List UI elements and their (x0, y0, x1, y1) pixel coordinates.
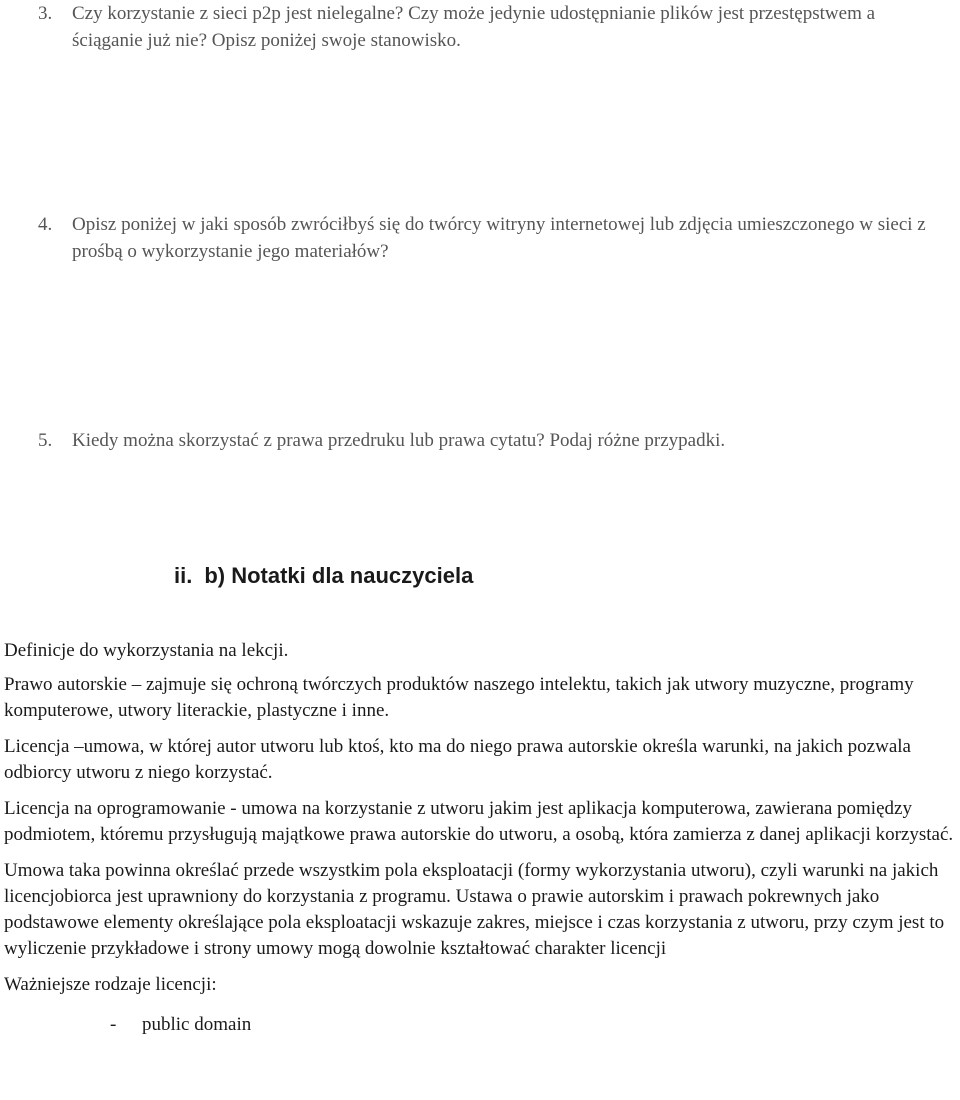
question-4 (0, 211, 930, 265)
list-item (4, 1012, 954, 1038)
section-title: b) Notatki dla nauczyciela (204, 563, 474, 588)
definition-license: Licencja –umowa, w której autor utworu lub ktoś, kto ma do niego prawa autorskie określa warunki, na jakich pozwala odbiorcy utworu z niego korzystać. (4, 736, 911, 783)
question-5 (0, 427, 930, 454)
definition-software-license: Licencja na oprogramowanie - umowa na korzystanie z utworu jakim jest aplikacja komputerowa, zawierana pomiędzy podmiotem, któremu przysługują majątkowe prawa autorskie do utworu, a osobą, która zamierza z danej aplikacji korzystać. (4, 798, 954, 845)
question-number: 5. (38, 430, 53, 451)
list-dash: - (110, 1014, 117, 1035)
question-text: Czy korzystanie z sieci p2p jest nielegalne? Czy może jedynie udostępnianie plików jest przestępstwem a ściąganie już nie? Opisz poniżej swoje stanowisko. (72, 3, 876, 51)
section-heading (174, 563, 473, 589)
definition-copyright: Prawo autorskie – zajmuje się ochroną twórczych produktów naszego intelektu, takich jak utwory muzyczne, programy komputerowe, utwory literackie, plastyczne i inne. (4, 674, 914, 721)
notes-intro: Definicje do wykorzystania na lekcji. (4, 640, 289, 661)
question-3 (0, 0, 930, 54)
exploitation-fields-paragraph: Umowa taka powinna określać przede wszystkim pola eksploatacji (formy wykorzystania utworu), czyli warunki na jakich licencjobiorca jest uprawniony do korzystania z programu. Ustawa o prawie autorskim i prawach pokrewnych jako podstawowe elementy określające pola eksploatacji wskazuje zakres, miejsce i czas korzystania z utworu, przy czym jest to wyliczenie przykładowe i strony umowy mogą dowolnie kształtować charakter licencji (4, 860, 945, 959)
question-number: 3. (38, 3, 53, 24)
question-number: 4. (38, 214, 53, 235)
question-text: Kiedy można skorzystać z prawa przedruku lub prawa cytatu? Podaj różne przypadki. (72, 430, 726, 451)
list-item-text: public domain (142, 1014, 252, 1035)
section-number: ii. (174, 563, 193, 588)
license-types-label: Ważniejsze rodzaje licencji: (4, 974, 217, 995)
question-text: Opisz poniżej w jaki sposób zwróciłbyś się do twórcy witryny internetowej lub zdjęcia umieszczonego w sieci z prośbą o wykorzystanie jego materiałów? (72, 214, 926, 262)
teacher-notes (4, 638, 954, 1038)
